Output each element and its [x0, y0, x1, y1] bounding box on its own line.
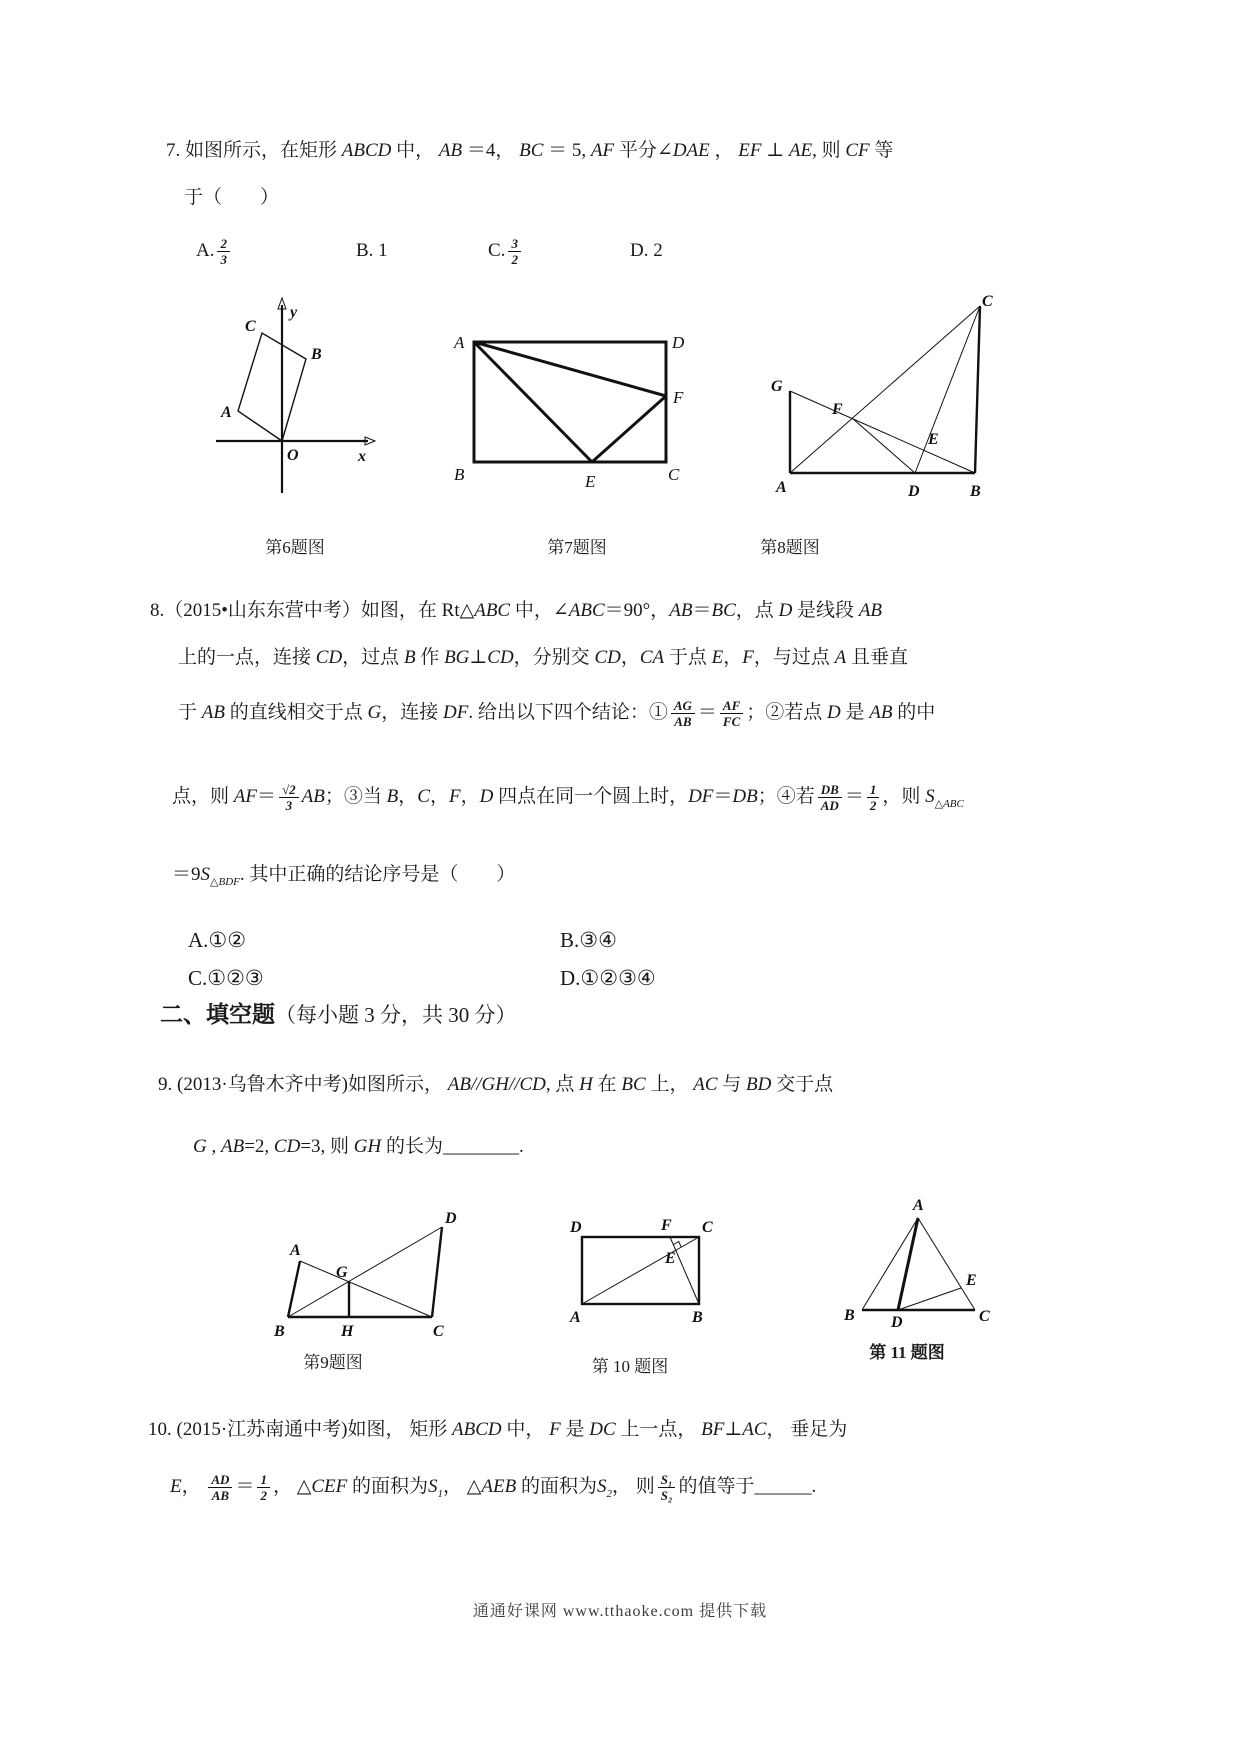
fig9-label-b: B — [274, 1323, 285, 1340]
fig10-label-c: C — [702, 1219, 713, 1236]
question-7-line-1: 7. 如图所示，在矩形 ABCD 中， AB ＝4， BC ＝ 5, AF 平分∠DAE ， EF ⊥ AE, 则 CF 等 — [166, 140, 894, 161]
question-8-line-5: $=9S_{\triangle BDF}$. 其中正确的结论序号是（ ） — [172, 864, 516, 888]
fig7-label-b: B — [454, 465, 465, 484]
fig9-label-d: D — [445, 1210, 457, 1227]
question-9-line-2: G , AB=2, CD=3, 则 GH 的长为________. — [193, 1136, 524, 1157]
fig7-label-d: D — [672, 333, 685, 352]
fig8-label-d: D — [908, 483, 920, 500]
fig11-label-d: D — [891, 1314, 903, 1331]
fig11-label-c: C — [979, 1308, 990, 1325]
fig7-label-c: C — [668, 465, 680, 484]
fig6-rectangle — [238, 333, 306, 441]
question-8-line-1: 8.（2015•山东东营中考）如图，在 Rt△ABC 中，∠ABC＝90°，AB＝BC，点 D 是线段 AB — [150, 600, 883, 621]
figure-q9-caption: 第9题图 — [303, 1353, 363, 1372]
fig9-lines — [288, 1227, 442, 1317]
fig8-label-c: C — [982, 293, 993, 310]
section-2-heading — [160, 1000, 517, 1032]
fig7-label-e: E — [585, 472, 596, 491]
fig8-label-f: F — [832, 401, 843, 418]
figure-q11-caption: 第 11 题图 — [869, 1343, 945, 1362]
fig6-label-b: B — [311, 346, 322, 363]
figure-q7-rectangle — [452, 322, 702, 492]
figure-q7-caption: 第7题图 — [547, 538, 607, 557]
fig6-label-y: y — [290, 304, 298, 321]
fig6-label-x: x — [358, 448, 366, 465]
fig9-label-g: G — [336, 1264, 348, 1281]
question-10-line-2: E， $\frac{AD}{AB}$ ＝ $\frac{1}{2}$ ， △CEF 的面积为$S_1$， △AEB 的面积为$S_2$， 则 $\frac{\text{S₁}}{\text{S₂}}$ 的值等于______. — [170, 1472, 817, 1504]
fig9-label-c: C — [433, 1323, 444, 1340]
fig10-label-a: A — [570, 1309, 581, 1326]
question-9-line-1: 9. (2013·乌鲁木齐中考)如图所示， AB//GH//CD, 点 H 在 BC 上， AC 与 BD 交于点 — [158, 1074, 834, 1095]
question-8-line-3: 于 AB 的直线相交于点 G，连接 DF. 给出以下四个结论：① $\frac{AG}{AB}$ ＝ $\frac{AF}{FC}$ ；②若点 D 是 AB 的中 — [178, 698, 936, 730]
fig11-label-b: B — [844, 1307, 855, 1324]
figure-q10-caption: 第 10 题图 — [591, 1357, 669, 1376]
figure-q8-caption: 第8题图 — [760, 538, 820, 557]
fig9-label-h: H — [341, 1323, 354, 1340]
fig8-label-e: E — [928, 431, 939, 448]
q8-option-c: C.①②③ — [188, 966, 264, 990]
fig9-label-a: A — [290, 1242, 301, 1259]
q8-option-a: A.①② — [188, 928, 247, 952]
fig7-label-f: F — [673, 388, 684, 407]
fig10-label-b: B — [692, 1309, 703, 1326]
q8-option-b: B.③④ — [560, 928, 617, 952]
figure-q6-coordinate-rectangle — [210, 293, 380, 498]
fig10-label-d: D — [570, 1219, 582, 1236]
question-7-line-2: 于（ ） — [184, 187, 280, 208]
fig10-label-e: E — [665, 1250, 676, 1267]
question-8-line-4: 点，则 AF＝ $\frac{√2}{3}$ AB；③当 B，C，F，D 四点在同一个圆上时，DF＝DB；④若 $\frac{DB}{AD}$ ＝ $\frac{1}{2}$ ，则 $S_{\triangle ABC}$ — [172, 782, 964, 814]
fig8-label-b: B — [970, 483, 981, 500]
q8-option-d: D.①②③④ — [560, 966, 656, 990]
figure-q10-rectangle — [562, 1215, 747, 1340]
q7-option-d: D. 2 — [630, 240, 663, 261]
fig6-label-c: C — [245, 318, 256, 335]
figure-q8-triangle — [768, 288, 1018, 503]
q7-option-a: A. $\frac{2}{3}$ — [196, 228, 233, 274]
fig10-lines — [582, 1237, 699, 1304]
q7-option-c: C. $\frac{3}{2}$ — [488, 228, 524, 274]
figure-q9-quadrilateral — [248, 1193, 478, 1348]
right-angle-mark-icon — [674, 1242, 682, 1248]
fig6-label-o: O — [287, 447, 299, 464]
fig8-label-a: A — [776, 479, 787, 496]
question-10-line-1: 10. (2015·江苏南通中考)如图， 矩形 ABCD 中， F 是 DC 上一点， BF⊥AC， 垂足为 — [148, 1419, 848, 1440]
section-2-title: 二、填空题 — [160, 1002, 275, 1027]
fig11-label-a: A — [913, 1197, 924, 1214]
fig8-label-g: G — [771, 378, 783, 395]
page-footer: 通通好课网 www.tthaoke.com 提供下载 — [472, 1603, 768, 1620]
fig6-label-a: A — [221, 404, 232, 421]
question-8-line-2: 上的一点，连接 CD，过点 B 作 BG⊥CD，分别交 CD，CA 于点 E，F，与过点 A 且垂直 — [178, 647, 909, 668]
fig8-lines — [790, 306, 980, 473]
fig11-lines — [862, 1218, 975, 1310]
section-2-points: （每小题 3 分，共 30 分） — [275, 1003, 517, 1027]
fig10-label-f: F — [661, 1217, 672, 1234]
figure-q6-caption: 第6题图 — [265, 538, 325, 557]
q7-option-b: B. 1 — [356, 240, 388, 261]
figure-q11-triangle — [838, 1193, 1003, 1333]
fig7-lines — [474, 342, 666, 462]
fig11-label-e: E — [966, 1272, 977, 1289]
fig7-label-a: A — [454, 333, 465, 352]
